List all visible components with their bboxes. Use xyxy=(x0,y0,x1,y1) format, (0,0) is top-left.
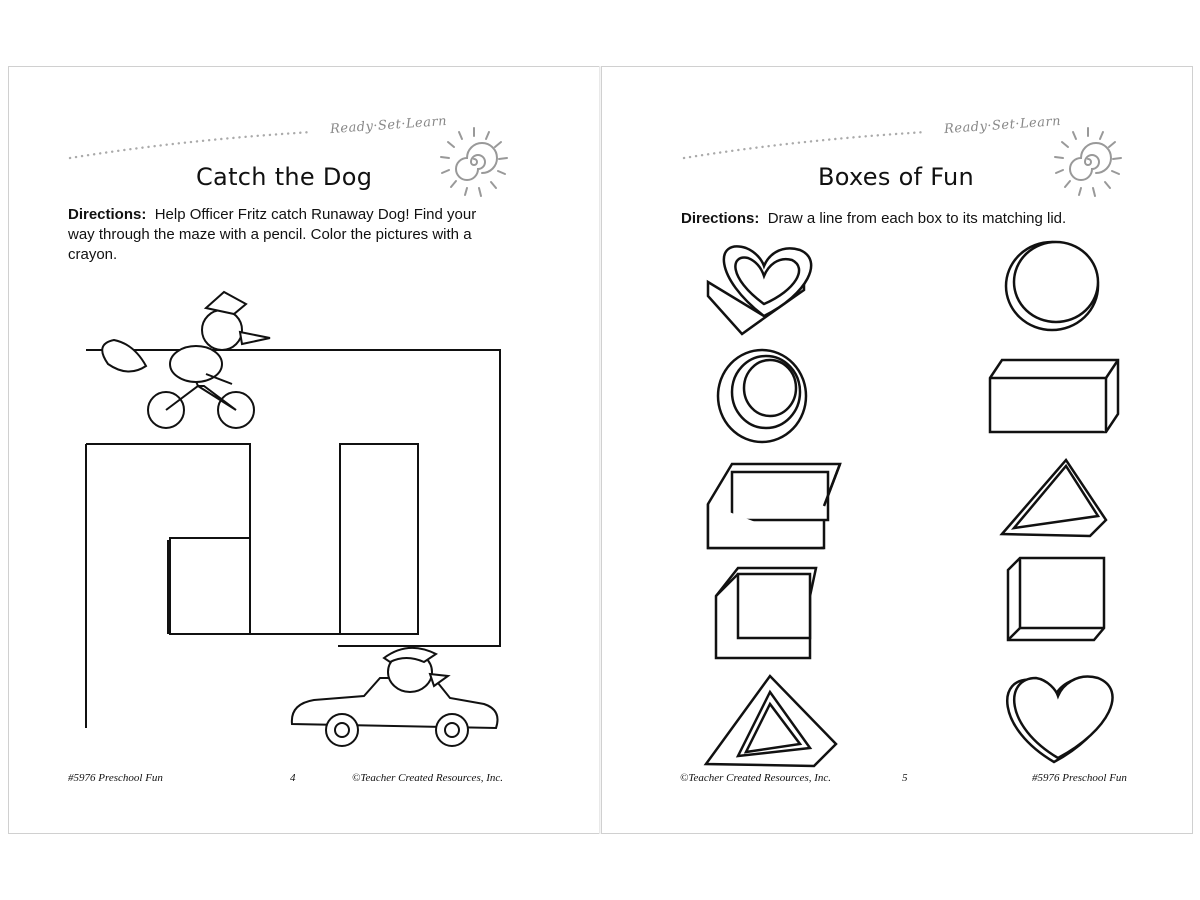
directions-line-3: crayon. xyxy=(68,246,118,263)
lids-column xyxy=(982,238,1132,774)
rectangle-box[interactable] xyxy=(708,464,840,548)
footer-book-id-right: #5976 Preschool Fun xyxy=(1032,772,1127,784)
square-lid[interactable] xyxy=(1008,558,1104,640)
sun-spiral-icon xyxy=(434,122,514,202)
dotted-swoosh-right xyxy=(676,118,976,162)
triangle-lid[interactable] xyxy=(1002,460,1106,536)
footer-page-number-left: 4 xyxy=(290,772,296,784)
heart-lid[interactable] xyxy=(1007,677,1112,762)
directions-label: Directions: xyxy=(681,210,760,227)
directions-text xyxy=(68,205,528,265)
dotted-swoosh-left xyxy=(62,118,362,162)
triangle-box[interactable] xyxy=(706,676,836,766)
heart-box[interactable] xyxy=(708,246,811,334)
directions-body: Draw a line from each box to its matching lid. xyxy=(767,210,1067,227)
brand-label-right: Ready·Set·Learn xyxy=(943,113,1062,138)
circle-lid[interactable] xyxy=(1006,242,1098,330)
footer-publisher-right: ©Teacher Created Resources, Inc. xyxy=(680,772,832,784)
brand-label-left: Ready·Set·Learn xyxy=(329,113,448,138)
page-title: Catch the Dog xyxy=(196,163,373,191)
dog-in-car-icon xyxy=(292,648,498,746)
directions-label: Directions: xyxy=(68,206,147,223)
directions-line-2: way through the maze with a pencil. Color the pictures with a xyxy=(68,226,472,243)
directions-line-1: Help Officer Fritz catch Runaway Dog! Find your xyxy=(154,206,477,223)
square-box[interactable] xyxy=(716,568,816,658)
footer-book-id-left: #5976 Preschool Fun xyxy=(68,772,163,784)
boxes-column xyxy=(690,238,850,774)
fox-on-bicycle-icon xyxy=(102,292,270,428)
directions-text xyxy=(681,209,1161,229)
footer-publisher-left: ©Teacher Created Resources, Inc. xyxy=(352,772,504,784)
page-title: Boxes of Fun xyxy=(818,163,975,191)
footer-page-number-right: 5 xyxy=(902,772,908,784)
maze[interactable] xyxy=(70,270,540,760)
rectangle-lid[interactable] xyxy=(990,360,1118,432)
sun-spiral-icon xyxy=(1048,122,1128,202)
circle-box[interactable] xyxy=(718,350,806,442)
